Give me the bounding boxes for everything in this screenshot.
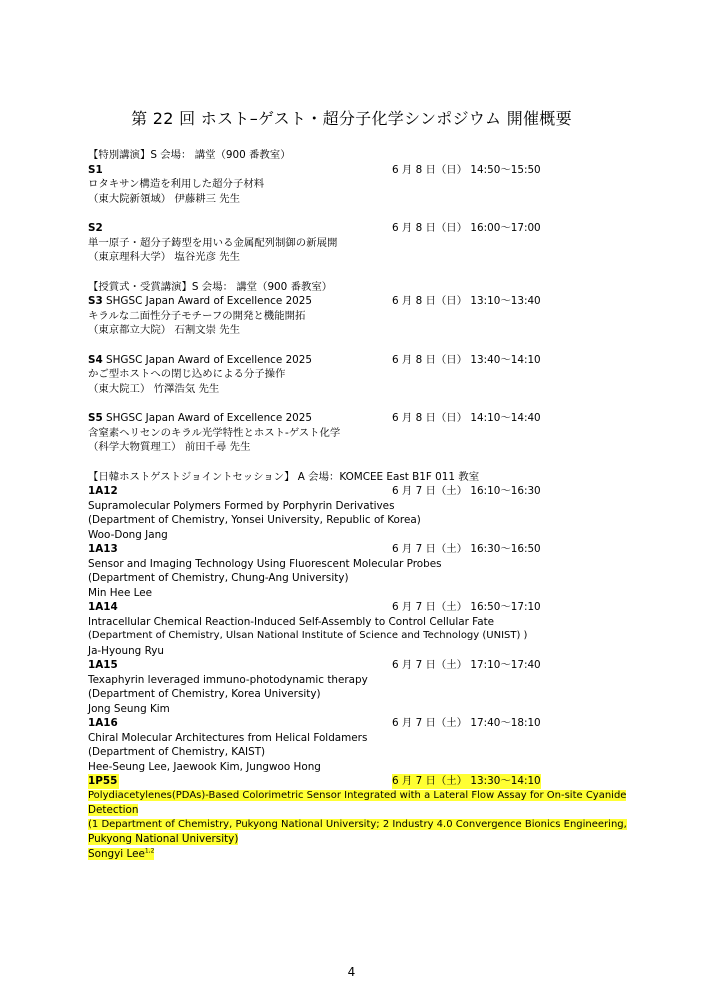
poster-code: 1P55 — [88, 775, 118, 787]
lecture-title: 単一原子・超分子鋳型を用いる金属配列制御の新展開 — [88, 236, 338, 249]
talk-affiliation: (Department of Chemistry, Yonsei University, Republic of Korea) — [88, 514, 421, 526]
section-header-joint-session: 【日韓ホストゲストジョイントセッション】 A 会場：KOMCEE East B1F 011 教室 — [88, 470, 480, 483]
talk-speaker: Ja-Hyoung Ryu — [88, 644, 164, 657]
page-title: 第 22 回 ホスト–ゲスト・超分子化学シンポジウム 開催概要 — [131, 109, 572, 128]
lecture-s5 — [88, 411, 628, 455]
lecture-time: 6 月 8 日（日） 14:50～15:50 — [392, 163, 541, 176]
poster-1p55-highlighted — [88, 774, 628, 861]
poster-speaker-affiliation-marks: 1,2 — [144, 847, 155, 855]
lecture-speaker: （東京都立大院） 石割文崇 先生 — [88, 324, 241, 336]
lecture-time: 6 月 8 日（日） 13:40～14:10 — [392, 353, 541, 366]
lecture-code: S1 — [88, 163, 103, 176]
talk-affiliation: (Department of Chemistry, Korea University) — [88, 688, 321, 700]
talk-affiliation: (Department of Chemistry, KAIST) — [88, 746, 266, 758]
talk-code: 1A12 — [88, 485, 118, 497]
talk-speaker: Jong Seung Kim — [88, 702, 170, 715]
section-header-award-lectures: 【授賞式・受賞講演】S 会場： 講堂（900 番教室） — [88, 280, 333, 293]
talk-1a12 — [88, 484, 628, 542]
talk-title: Sensor and Imaging Technology Using Fluorescent Molecular Probes — [88, 557, 442, 570]
talk-time: 6 月 7 日（土） 16:10～16:30 — [392, 485, 541, 497]
lecture-s4 — [88, 353, 628, 397]
lecture-speaker: （東大院新領域） 伊藤耕三 先生 — [88, 192, 241, 205]
award-name: SHGSC Japan Award of Excellence 2025 — [102, 295, 313, 307]
lecture-title: 含窒素ヘリセンのキラル光学特性とホスト-ゲスト化学 — [88, 426, 341, 439]
poster-speaker-name: Songyi Lee — [88, 847, 145, 860]
talk-1a16 — [88, 716, 628, 774]
lecture-title: かご型ホストへの閉じ込めによる分子操作 — [88, 368, 286, 380]
talk-title: Chiral Molecular Architectures from Helical Foldamers — [88, 731, 368, 744]
lecture-code: S2 — [88, 222, 103, 234]
program-content — [88, 148, 628, 861]
talk-affiliation: (Department of Chemistry, Chung-Ang University) — [88, 572, 349, 584]
page-number: 4 — [347, 965, 356, 979]
talk-1a13 — [88, 542, 628, 600]
lecture-s2 — [88, 221, 628, 265]
lecture-speaker: （科学大物質理工） 前田千尋 先生 — [88, 441, 251, 453]
talk-code: 1A14 — [88, 601, 118, 613]
lecture-time: 6 月 8 日（日） 13:10～13:40 — [392, 295, 541, 307]
section-header-special-lectures: 【特別講演】S 会場： 講堂（900 番教室） — [88, 149, 291, 161]
lecture-code: S3 — [88, 295, 103, 307]
talk-1a14 — [88, 600, 628, 658]
poster-speaker — [88, 848, 154, 860]
talk-speaker: Hee-Seung Lee, Jaewook Kim, Jungwoo Hong — [88, 760, 321, 773]
poster-time: 6 月 7 日（土） 13:30～14:10 — [392, 775, 541, 787]
lecture-speaker: （東大院工） 竹澤浩気 先生 — [88, 382, 220, 395]
talk-1a15 — [88, 658, 628, 716]
award-name: SHGSC Japan Award of Excellence 2025 — [102, 353, 313, 366]
lecture-code: S5 — [88, 412, 103, 424]
talk-time: 6 月 7 日（土） 16:50～17:10 — [392, 601, 541, 613]
talk-time: 6 月 7 日（土） 17:40～18:10 — [392, 717, 541, 729]
talk-speaker: Min Hee Lee — [88, 586, 153, 599]
talk-title: Supramolecular Polymers Formed by Porphyrin Derivatives — [88, 499, 395, 512]
lecture-speaker: （東京理科大学） 塩谷光彦 先生 — [88, 251, 241, 263]
poster-affiliation-line1: (1 Department of Chemistry, Pukyong National University; 2 Industry 4.0 Convergence Bionics Engineering, — [88, 818, 627, 830]
award-name: SHGSC Japan Award of Excellence 2025 — [102, 412, 313, 424]
talk-code: 1A13 — [88, 543, 118, 555]
lecture-code: S4 — [88, 353, 103, 366]
lecture-title: キラルな二面性分子モチーフの開発と機能開拓 — [88, 309, 306, 322]
poster-title-line1: Polydiacetylenes(PDAs)-Based Colorimetric Sensor Integrated with a Lateral Flow Assay for On-site Cyanide — [88, 789, 627, 801]
talk-title: Texaphyrin leveraged immuno-photodynamic therapy — [88, 673, 368, 686]
talk-affiliation: (Department of Chemistry, Ulsan National Institute of Science and Technology (UNIST) ) — [88, 630, 528, 641]
talk-speaker: Woo-Dong Jang — [88, 528, 168, 541]
lecture-time: 6 月 8 日（日） 14:10～14:40 — [392, 412, 541, 424]
talk-code: 1A16 — [88, 717, 118, 729]
lecture-time: 6 月 8 日（日） 16:00～17:00 — [392, 222, 541, 234]
lecture-s3 — [88, 294, 628, 338]
lecture-title: ロタキサン構造を利用した超分子材料 — [88, 178, 265, 190]
talk-time: 6 月 7 日（土） 16:30～16:50 — [392, 543, 541, 555]
talk-title: Intracellular Chemical Reaction-Induced Self-Assembly to Control Cellular Fate — [88, 615, 495, 628]
talk-time: 6 月 7 日（土） 17:10～17:40 — [392, 659, 541, 671]
lecture-s1 — [88, 163, 628, 207]
poster-title-line2: Detection — [88, 804, 139, 816]
poster-affiliation-line2: Pukyong National University) — [88, 833, 239, 845]
talk-code: 1A15 — [88, 659, 118, 671]
